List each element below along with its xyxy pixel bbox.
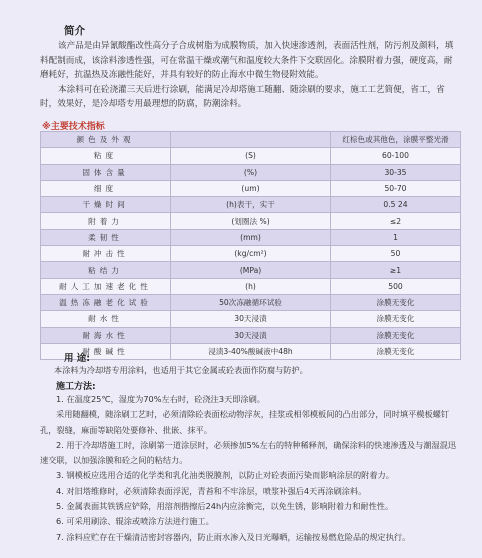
method-step: 2. 用于冷却塔施工时，涂刷第一道涂层时，必须掺加5%左右的特种稀释剂，确保涂料的快速渗透及与潮湿混迅速交联，以加强涂膜和砼之间的粘结力。 bbox=[40, 439, 457, 466]
method-step: 3. 钢模板应选用合适的化学类和乳化油类脱膜剂，以防止对砼表面污染而影响涂层的附着力。 bbox=[56, 470, 394, 481]
spec-row bbox=[41, 246, 461, 262]
spec-unit-cell: (kg/cm²) bbox=[171, 246, 331, 262]
use-title: 用 途: bbox=[64, 353, 91, 364]
spec-row bbox=[41, 262, 461, 278]
spec-name-cell: 粘结力 bbox=[41, 262, 171, 278]
spec-value-cell: 60-100 bbox=[331, 148, 461, 164]
spec-table-body bbox=[41, 132, 461, 360]
spec-value-cell: 500 bbox=[331, 278, 461, 294]
spec-name-cell: 耐冲击性 bbox=[41, 246, 171, 262]
spec-name-cell: 温热冻融老化试验 bbox=[41, 294, 171, 310]
spec-value-cell: ≤2 bbox=[331, 213, 461, 229]
spec-unit-cell: (S) bbox=[171, 148, 331, 164]
method-title: 施工方法: bbox=[56, 382, 96, 392]
intro-heading: 简介 bbox=[64, 25, 85, 37]
spec-row bbox=[41, 343, 461, 359]
spec-name-cell: 耐人工加速老化性 bbox=[41, 278, 171, 294]
spec-name-cell: 颜色及外观 bbox=[41, 132, 171, 148]
spec-row bbox=[41, 197, 461, 213]
spec-value-cell: 涂膜无变化 bbox=[331, 327, 461, 343]
method-steps bbox=[40, 392, 460, 545]
spec-value-cell: 涂膜无变化 bbox=[331, 311, 461, 327]
spec-row bbox=[41, 229, 461, 245]
spec-row bbox=[41, 132, 461, 148]
spec-value-cell: 0.5 24 bbox=[331, 197, 461, 213]
spec-row bbox=[41, 213, 461, 229]
intro-paragraph-1: 该产品是由异氰酸酯改性高分子合成树脂为成膜物质，加入快速渗透剂，表面活性剂，防污剂及颜料，填料配制而成，该涂料渗透性强，可在常温干燥或潮气和温度较大条件下交联固化。涂膜附着力强，硬度高，耐磨耗好，抗温热及冻融性能好，并具有较好的防止海水中微生物侵附效能。 bbox=[40, 41, 454, 81]
spec-unit-cell: (h) bbox=[171, 278, 331, 294]
spec-unit-cell: (划圈法 %) bbox=[171, 213, 331, 229]
method-step: 7. 涂料应贮存在干燥清洁密封容器内，防止雨水渗入及日光曝晒，运输按易燃危险品的规定执行。 bbox=[56, 531, 411, 542]
spec-table bbox=[40, 131, 461, 360]
method-step: 4. 对旧塔维修时，必须清除表面浮泥，青苔和不牢涂层，喷浆补强后4天再涂刷涂料。 bbox=[56, 485, 367, 496]
spec-value-cell: 涂膜无变化 bbox=[331, 343, 461, 359]
spec-value-cell: 涂膜无变化 bbox=[331, 294, 461, 310]
spec-value-cell: 1 bbox=[331, 229, 461, 245]
spec-value-cell: ≥1 bbox=[331, 262, 461, 278]
spec-name-cell: 柔韧性 bbox=[41, 229, 171, 245]
spec-unit-cell: 浸渍3-40%酸碱液中48h bbox=[171, 343, 331, 359]
spec-unit-cell: (MPa) bbox=[171, 262, 331, 278]
spec-value-cell: 50-70 bbox=[331, 180, 461, 196]
spec-unit-cell: (um) bbox=[171, 180, 331, 196]
spec-unit-cell: (%) bbox=[171, 164, 331, 180]
intro-section bbox=[40, 39, 460, 112]
use-text: 本涂料为冷却塔专用涂料，也适用于其它金属或砼表面作防腐与防护。 bbox=[54, 365, 308, 375]
spec-row bbox=[41, 164, 461, 180]
spec-value-cell: 红棕色或其他色，涂膜平整光滑 bbox=[331, 132, 461, 148]
spec-row bbox=[41, 327, 461, 343]
spec-row bbox=[41, 278, 461, 294]
spec-unit-cell: (h)表干，实干 bbox=[171, 197, 331, 213]
spec-row bbox=[41, 180, 461, 196]
spec-row bbox=[41, 294, 461, 310]
spec-name-cell: 干燥时间 bbox=[41, 197, 171, 213]
spec-name-cell: 细度 bbox=[41, 180, 171, 196]
spec-name-cell: 固体含量 bbox=[41, 164, 171, 180]
spec-unit-cell: (mm) bbox=[171, 229, 331, 245]
spec-row bbox=[41, 311, 461, 327]
spec-title: ※主要技术指标 bbox=[42, 122, 105, 132]
spec-name-cell: 耐水性 bbox=[41, 311, 171, 327]
method-step: 6. 可采用刷涂、辊涂或喷涂方法进行施工。 bbox=[56, 516, 214, 527]
method-step: 采用随翻模，随涂刷工艺时，必须清除砼表面松动物浮灰，挂浆或相邻模板间的凸出部分，同时填平模板螺钉孔，裂缝，麻面等缺陷处要修补、批嵌、抹平。 bbox=[40, 409, 450, 435]
spec-unit-cell: 50次冻融循环试验 bbox=[171, 294, 331, 310]
spec-row bbox=[41, 148, 461, 164]
spec-unit-cell: 30天浸渍 bbox=[171, 311, 331, 327]
spec-unit-cell bbox=[171, 132, 331, 148]
spec-name-cell: 附着力 bbox=[41, 213, 171, 229]
intro-paragraph-2: 本涂料可在砼浇灌三天后进行涂刷，能满足冷却塔施工随翻、随涂刷的要求，施工工艺简便，省工，省时，效果好，是冷却塔专用最理想的防腐，防潮涂料。 bbox=[40, 84, 445, 110]
spec-value-cell: 50 bbox=[331, 246, 461, 262]
method-step: 1. 在温度25℃，湿度为70%左右时，砼浇注3天即涂刷。 bbox=[56, 394, 265, 404]
spec-name-cell: 耐酸碱性 bbox=[41, 343, 171, 359]
spec-unit-cell: 30天浸渍 bbox=[171, 327, 331, 343]
method-step: 5. 金属表面其铁锈应铲除，用溶剂揩擦后24h内应涂衡完，以免生锈，影响附着力和耐性性。 bbox=[56, 501, 394, 512]
spec-value-cell: 30-35 bbox=[331, 164, 461, 180]
spec-name-cell: 耐海水性 bbox=[41, 327, 171, 343]
spec-name-cell: 粘度 bbox=[41, 148, 171, 164]
